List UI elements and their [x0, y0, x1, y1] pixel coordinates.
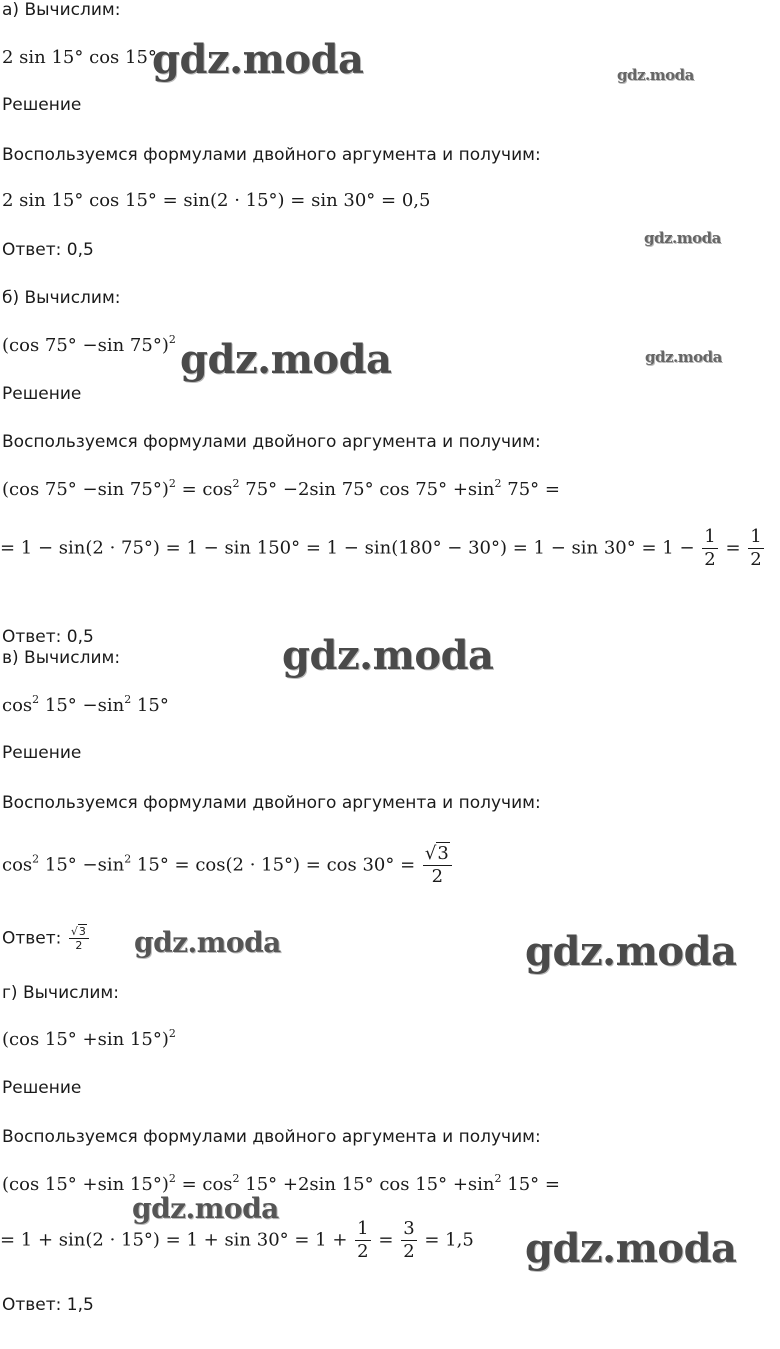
expr-part: 15° −sin	[39, 854, 125, 876]
section-c-solution-label: Решение	[2, 743, 82, 763]
expr-part: 75° −2sin 75° cos 75° +sin	[239, 479, 495, 500]
section-c-heading: в) Вычислим:	[2, 648, 121, 668]
expr-part: = 1,5	[424, 1229, 474, 1251]
expr-part: = 1 − sin(2 · 75°) = 1 − sin 150° = 1 − sin(180° − 30°) = 1 − sin 30° = 1 −	[0, 537, 695, 559]
task-base: (cos 75° −sin 75°)	[2, 335, 169, 356]
expr-part: = cos	[175, 1174, 233, 1195]
numerator	[423, 845, 452, 866]
section-c-equation	[2, 845, 454, 886]
exponent: 2	[168, 333, 176, 346]
denominator: 2	[75, 939, 83, 952]
section-a-solution-label: Решение	[2, 95, 82, 115]
exponent: 2	[168, 477, 176, 490]
fraction	[355, 1220, 370, 1261]
exponent: 2	[124, 852, 132, 866]
watermark: gdz.moda	[525, 928, 737, 975]
watermark: gdz.moda	[617, 66, 694, 84]
radicand: 3	[78, 925, 86, 938]
expr-part: =	[725, 537, 741, 559]
section-a-intro: Воспользуемся формулами двойного аргумента и получим:	[2, 145, 541, 165]
fraction	[401, 1220, 416, 1261]
square-root	[425, 845, 450, 863]
exponent: 2	[168, 1172, 176, 1185]
sqrt-sign: √	[70, 925, 78, 938]
expr-part: cos	[2, 695, 33, 716]
radicand: 3	[437, 843, 449, 864]
section-b-task	[2, 334, 176, 358]
section-a-heading: а) Вычислим:	[2, 0, 121, 20]
section-c-task	[2, 694, 169, 718]
section-d-solution-label: Решение	[2, 1078, 82, 1098]
expr-part: = 1 + sin(2 · 15°) = 1 + sin 30° = 1 +	[0, 1229, 348, 1251]
expr-part: =	[378, 1229, 394, 1251]
expr-part: 15°	[131, 695, 169, 716]
section-d-heading: г) Вычислим:	[2, 983, 119, 1003]
expr-part: cos	[2, 854, 33, 876]
exponent: 2	[124, 693, 132, 706]
exponent: 2	[168, 1027, 176, 1040]
denominator: 2	[403, 1241, 415, 1262]
sqrt-sign: √	[424, 843, 437, 864]
task-base: (cos 15° +sin 15°)	[2, 1029, 169, 1050]
watermark: gdz.moda	[645, 348, 722, 366]
watermark: gdz.moda	[132, 1192, 279, 1225]
denominator: 2	[750, 549, 762, 570]
exponent: 2	[232, 477, 240, 490]
numerator: 1	[704, 526, 716, 547]
numerator: 1	[750, 526, 762, 547]
expr-part: = cos	[175, 479, 233, 500]
denominator: 2	[357, 1241, 369, 1262]
section-a-task: 2 sin 15° cos 15°	[2, 47, 157, 68]
denominator: 2	[431, 866, 444, 887]
section-d-equation-2	[0, 1220, 474, 1261]
expr-part: 15° −sin	[39, 695, 125, 716]
section-b-equation-1	[2, 478, 560, 502]
section-a-answer: Ответ: 0,5	[2, 240, 94, 260]
fraction	[423, 845, 452, 886]
answer-label: Ответ:	[2, 928, 62, 949]
expr-part: 15° =	[501, 1174, 560, 1195]
section-b-intro: Воспользуемся формулами двойного аргумента и получим:	[2, 432, 541, 452]
section-a-equation: 2 sin 15° cos 15° = sin(2 · 15°) = sin 30° = 0,5	[2, 190, 431, 211]
numerator: 1	[357, 1218, 369, 1239]
denominator: 2	[704, 549, 716, 570]
watermark: gdz.moda	[282, 632, 494, 679]
exponent: 2	[32, 852, 40, 866]
section-d-task	[2, 1028, 176, 1052]
watermark: gdz.moda	[152, 36, 364, 83]
watermark: gdz.moda	[134, 926, 281, 959]
section-b-heading: б) Вычислим:	[2, 288, 121, 308]
exponent: 2	[232, 1172, 240, 1185]
watermark: gdz.moda	[525, 1225, 737, 1272]
expr-part: 15° = cos(2 · 15°) = cos 30° =	[131, 854, 416, 876]
exponent: 2	[494, 477, 502, 490]
section-b-solution-label: Решение	[2, 384, 82, 404]
section-d-equation-1	[2, 1173, 560, 1197]
section-c-intro: Воспользуемся формулами двойного аргумента и получим:	[2, 793, 541, 813]
section-d-answer: Ответ: 1,5	[2, 1295, 94, 1315]
square-root	[71, 926, 87, 937]
expr-part: 75° =	[501, 479, 560, 500]
section-c-answer	[2, 926, 91, 951]
numerator: 3	[403, 1218, 415, 1239]
fraction	[702, 528, 717, 569]
section-d-intro: Воспользуемся формулами двойного аргумента и получим:	[2, 1127, 541, 1147]
watermark: gdz.moda	[180, 336, 392, 383]
fraction	[748, 528, 763, 569]
section-b-answer: Ответ: 0,5	[2, 627, 94, 647]
watermark: gdz.moda	[644, 229, 721, 247]
section-b-equation-2	[0, 528, 766, 569]
expr-part: (cos 75° −sin 75°)	[2, 479, 169, 500]
exponent: 2	[32, 693, 40, 706]
exponent: 2	[494, 1172, 502, 1185]
expr-part: 15° +2sin 15° cos 15° +sin	[239, 1174, 495, 1195]
numerator	[69, 926, 89, 939]
fraction	[69, 926, 89, 951]
expr-part: (cos 15° +sin 15°)	[2, 1174, 169, 1195]
